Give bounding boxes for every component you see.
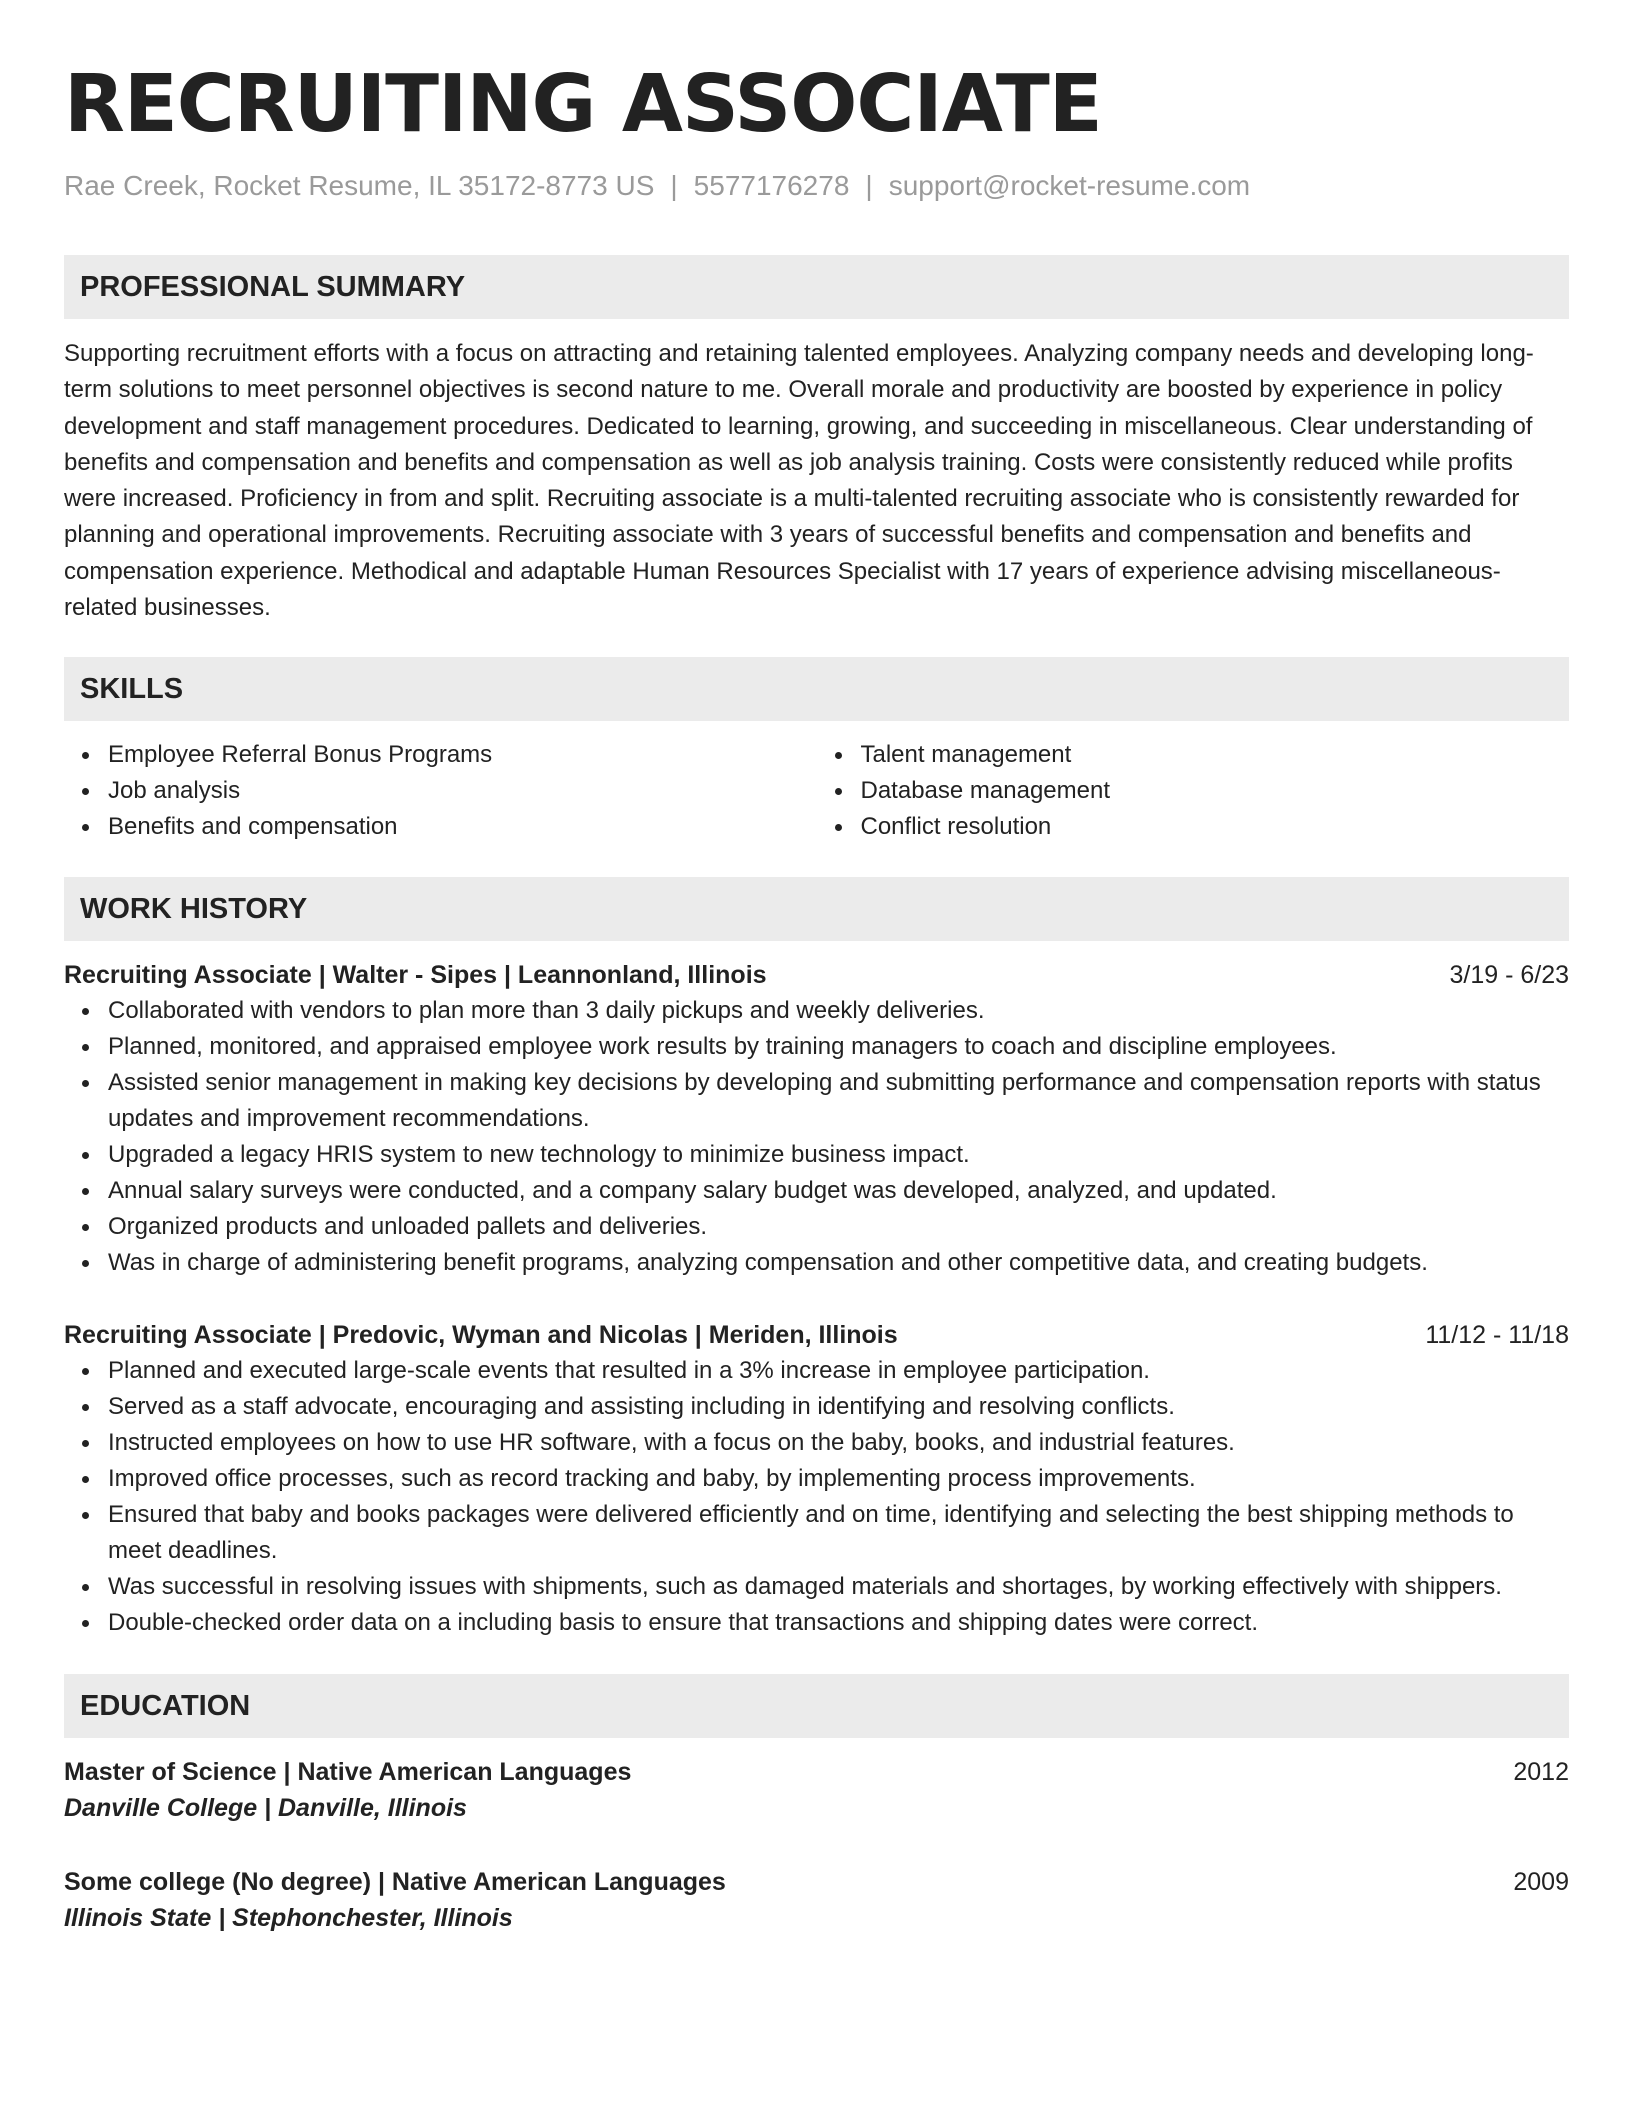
summary-text: Supporting recruitment efforts with a focus on attracting and retaining talented employees. Analyzing company needs and developing long-term solutions to meet personnel objectives is second nature to me. Overall morale and productivity are boosted by experience in policy development and staff management procedures. Dedicated to learning, growing, and succeeding in miscellaneous. Clear understanding of benefits and compensation and benefits and compensation as well as job analysis training. Costs were consistently reduced while profits were increased. Proficiency in from and split. Recruiting associate is a multi-talented recruiting associate who is consistently rewarded for planning and operational improvements. Recruiting associate with 3 years of successful benefits and compensation and benefits and compensation experience. Methodical and adaptable Human Resources Specialist with 17 years of experience advising miscellaneous-related businesses.	[64, 340, 1534, 622]
job-title: Recruiting Associate | Predovic, Wyman and Nicolas | Meriden, Illinois	[64, 1321, 898, 1350]
education-entry	[64, 1754, 1569, 1826]
skill-item: Conflict resolution	[817, 809, 1570, 845]
skill-item: Job analysis	[64, 773, 817, 809]
education-year: 2009	[1513, 1868, 1569, 1897]
job-bullet: Assisted senior management in making key decisions by developing and submitting performance and compensation reports with status updates and improvement recommendations.	[64, 1065, 1569, 1137]
job-bullet: Instructed employees on how to use HR software, with a focus on the baby, books, and industrial features.	[64, 1425, 1569, 1461]
job-bullet: Collaborated with vendors to plan more than 3 daily pickups and weekly deliveries.	[64, 993, 1569, 1029]
job-bullet: Served as a staff advocate, encouraging and assisting including in identifying and resolving conflicts.	[64, 1389, 1569, 1425]
contact-address: Rae Creek, Rocket Resume, IL 35172-8773 US	[64, 170, 655, 201]
contact-separator: |	[670, 170, 678, 201]
job-heading	[64, 1317, 1569, 1353]
job-bullet: Was successful in resolving issues with shipments, such as damaged materials and shortages, by working effectively with shippers.	[64, 1569, 1569, 1605]
education-degree: Some college (No degree) | Native American Languages	[64, 1868, 726, 1897]
education-heading	[64, 1864, 1569, 1900]
section-header-summary: PROFESSIONAL SUMMARY	[64, 255, 1569, 319]
skill-item: Employee Referral Bonus Programs	[64, 737, 817, 773]
job-bullet: Planned, monitored, and appraised employee work results by training managers to coach and discipline employees.	[64, 1029, 1569, 1065]
section-header-education: EDUCATION	[64, 1674, 1569, 1738]
contact-phone: 5577176278	[693, 170, 850, 201]
job-bullet: Annual salary surveys were conducted, and a company salary budget was developed, analyzed, and updated.	[64, 1173, 1569, 1209]
job-bullet-list	[64, 1353, 1569, 1641]
resume-name: RECRUITING ASSOCIATE	[64, 58, 1102, 150]
section-header-skills: SKILLS	[64, 657, 1569, 721]
education-entry	[64, 1864, 1569, 1936]
job-bullet: Was in charge of administering benefit programs, analyzing compensation and other competitive data, and creating budgets.	[64, 1245, 1569, 1281]
skill-item: Talent management	[817, 737, 1570, 773]
education-year: 2012	[1513, 1758, 1569, 1787]
education-school: Danville College | Danville, Illinois	[64, 1794, 467, 1823]
education-school: Illinois State | Stephonchester, Illinois	[64, 1904, 513, 1933]
education-heading	[64, 1754, 1569, 1790]
job-bullet-list	[64, 993, 1569, 1281]
job-bullet: Ensured that baby and books packages were delivered efficiently and on time, identifying and selecting the best shipping methods to meet deadlines.	[64, 1497, 1569, 1569]
skills-grid	[64, 737, 1569, 845]
job-bullet: Improved office processes, such as record tracking and baby, by implementing process improvements.	[64, 1461, 1569, 1497]
job-title: Recruiting Associate | Walter - Sipes | Leannonland, Illinois	[64, 961, 767, 990]
contact-email[interactable]: support@rocket-resume.com	[888, 170, 1251, 201]
skill-item: Benefits and compensation	[64, 809, 817, 845]
job-bullet: Planned and executed large-scale events that resulted in a 3% increase in employee participation.	[64, 1353, 1569, 1389]
contact-separator: |	[865, 170, 873, 201]
education-degree: Master of Science | Native American Languages	[64, 1758, 632, 1787]
contact-line	[64, 170, 1569, 202]
job-bullet: Double-checked order data on a including basis to ensure that transactions and shipping dates were correct.	[64, 1605, 1569, 1641]
skills-column-left	[64, 737, 817, 845]
job-bullet: Upgraded a legacy HRIS system to new technology to minimize business impact.	[64, 1137, 1569, 1173]
job-dates: 11/12 - 11/18	[1425, 1321, 1569, 1350]
job-bullet: Organized products and unloaded pallets and deliveries.	[64, 1209, 1569, 1245]
job-heading	[64, 957, 1569, 993]
skill-item: Database management	[817, 773, 1570, 809]
section-header-work-history: WORK HISTORY	[64, 877, 1569, 941]
job-dates: 3/19 - 6/23	[1449, 961, 1569, 990]
skills-column-right	[817, 737, 1570, 845]
